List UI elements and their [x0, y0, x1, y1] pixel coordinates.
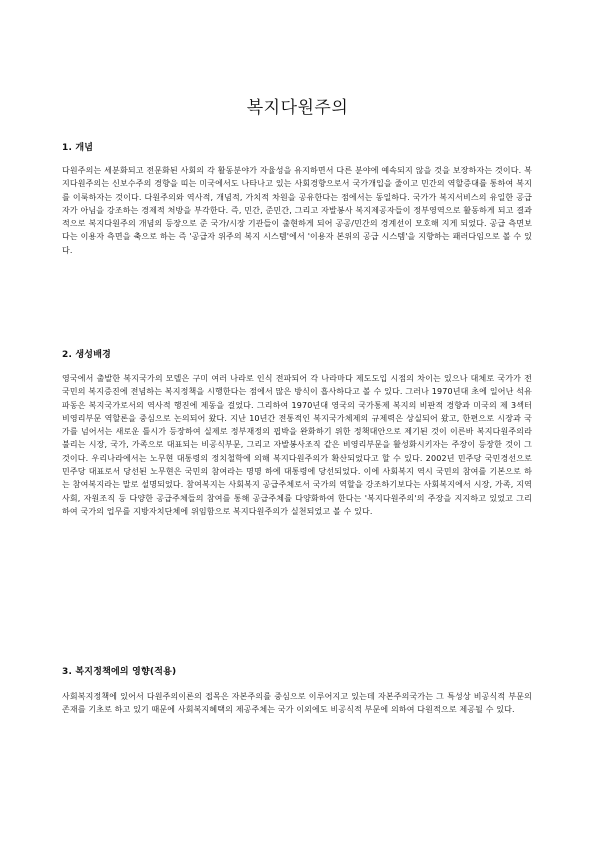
section-heading-background: 2. 생성배경 — [62, 350, 111, 360]
section-body-policy-impact: 사회복지정책에 있어서 다원주의이론의 접목은 자본주의를 중심으로 이루어지고 있는데 자본주의국가는 그 특성상 비공식적 부문의 존재를 기초로 하고 있기 때문에 사회복지혜택의 제공주체는 국가 이외에도 비공식적 부문에 의하여 다원적으로 제공될 수 있다. — [62, 692, 532, 715]
document-title: 복지다원주의 — [246, 98, 349, 118]
section-body-background: 영국에서 출발한 복지국가의 모델은 구미 여러 나라로 인식 전파되어 각 나라마다 제도도입 시점의 차이는 있으나 대체로 국가가 전 국민의 복지증진에 전념하는 복지정책을 시행한다는 점에서 많은 방식이 흡사하다고 볼 수 있다. 그러나 1970년대 초에 일어난 석유파동은 복지국가로서의 역사적 행진에 제동을 걸었다. 그리하여 1970년대 영국의 국가통제 복지의 비판적 경향과 미국의 제 3섹터 비영리부문 역할론을 중심으로 논의되어 왔다. 지난 10년간 전통적인 복지국가체제의 규제력은 상실되어 왔고, 한편으로 시장과 국가를 넘어서는 새로운 틀시가 등장하여 실제로 정부재정의 핍박을 완화하기 위한 정책대안으로 제기된 것이 이른바 복지다원주의라 불리는 시장, 국가, 가족으로 대표되는 비공식부문, 그리고 자발봉사조직 같은 비영리부문을 활성화시키자는 주장이 등장한 것이 그것이다. 우리나라에서는 노무현 대통령의 정치철학에 의해 복지다원주의가 확산되었다고 할 수 있다. 2002년 민주당 국민경선으로 민주당 대표로서 당선된 노무현은 국민의 참여라는 명명 하에 대통령에 당선되었다. 이에 사회복지 역시 국민의 참여를 기본으로 하는 참여복지라는 말로 설명되었다. 참여복지는 사회복지 공급주체로서 국가의 역할을 강조하기보다는 사회복지에서 시장, 가족, 지역사회, 자원조직 등 다양한 공급주체들의 참여를 통해 공급주체를 다양화하여 한다는 '복지다원주의'의 주장을 지지하고 있었고 그리하여 국가의 업무를 지방자치단체에 위임함으로 복지다원주의가 실천되었고 볼 수 있다. — [62, 374, 532, 516]
section-heading-concept: 1. 개념 — [62, 143, 94, 153]
section-heading-policy-impact: 3. 복지정책에의 영향(적용) — [62, 667, 177, 677]
section-body-concept: 다원주의는 세분화되고 전문화된 사회의 각 활동분야가 자율성을 유지하면서 다른 분야에 예속되지 않을 것을 보장하자는 것이다. 복지다원주의는 신보수주의 경향을 띠는 미국에서도 나타나고 있는 사회경향으로서 국가개입을 줄이고 민간의 역할증대를 통하여 복지를 이룩하자는 것이다. 다원주의와 역사적, 개념적, 가치적 차원을 공유한다는 점에서는 동일하다. 국가가 복지서비스의 유일한 공급자가 아님을 강조하는 경제적 처방을 부각한다. 즉, 민간, 준민간, 그리고 자발봉사 복지제공자들이 정부영역으로 활동하게 되고 결과적으로 복지다원주의 개념의 등장으로 준 국가/시장 기관들이 출현하게 되어 공공/민간의 경계선이 모호해 지게 되었다. 공급 측면보다는 이용자 측면을 축으로 하는 즉 '공급자 위주의 복지 시스템'에서 '이용자 본위의 공급 시스템'을 지향하는 패러다임으로 볼 수 있다. — [62, 166, 532, 255]
